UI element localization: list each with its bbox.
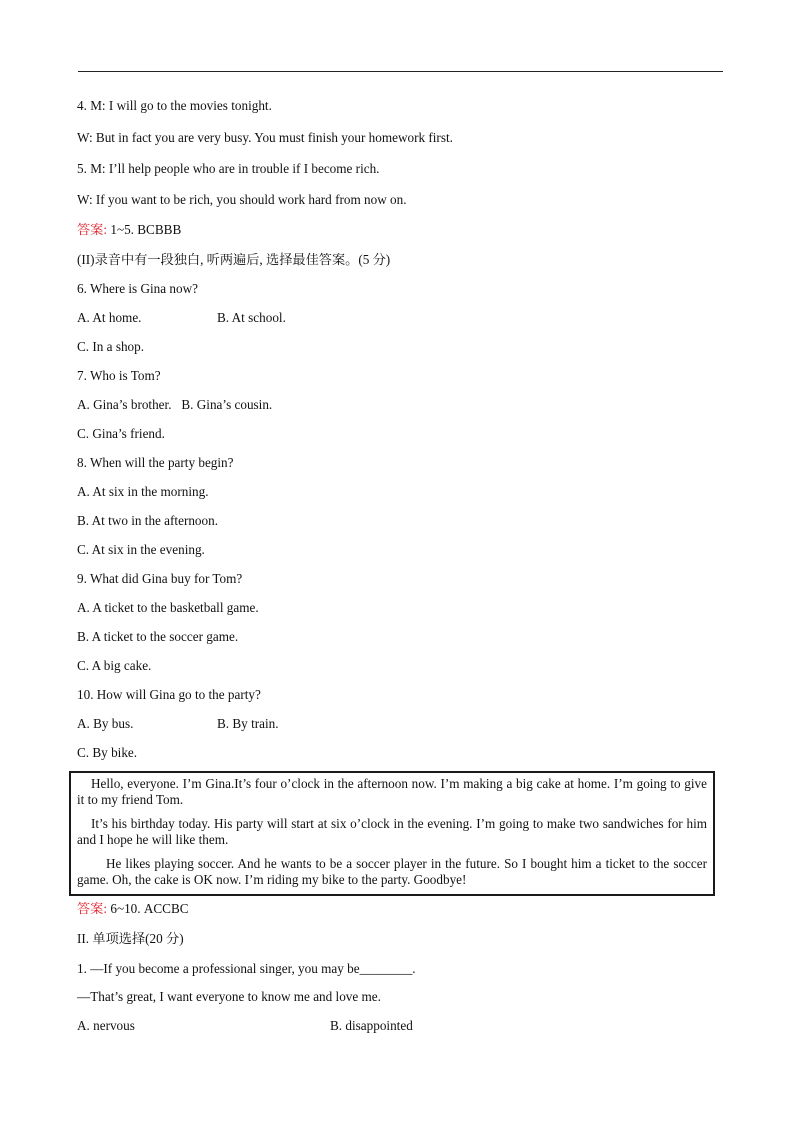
q8-option-a: A. At six in the morning. [77,484,209,499]
answer-label: 答案: [77,901,108,916]
q5-man-line: 5. M: I’ll help people who are in trouble if I become rich. [77,161,380,176]
q8-option-c: C. At six in the evening. [77,542,205,557]
q10-option-b: B. By train. [217,716,279,731]
q10-options-row [77,716,279,732]
q8-option-b: B. At two in the afternoon. [77,513,219,528]
answer-line-1 [77,222,181,238]
transcript-paragraph-3: He likes playing soccer. And he wants to be a soccer player in the future. So I bought him a ticket to the soccer game. Oh, the cake is OK now. I’m riding my bike to the party. Goodbye! [77,856,707,887]
s2-q1-option-b: B. disappointed [330,1018,413,1033]
q10-option-a: A. By bus. [77,716,134,731]
section-2-heading: II. 单项选择(20 分) [77,931,184,946]
q9-option-c: C. A big cake. [77,658,152,673]
q7-option-c: C. Gina’s friend. [77,426,165,441]
answer-text: 1~5. BCBBB [107,222,182,237]
question-6: 6. Where is Gina now? [77,281,198,296]
question-10: 10. How will Gina go to the party? [77,687,261,702]
q6-option-a: A. At home. [77,310,142,325]
s2-question-1: 1. —If you become a professional singer, you may be________. [77,961,416,976]
question-8: 8. When will the party begin? [77,455,234,470]
transcript-paragraph-2: It’s his birthday today. His party will start at six o’clock in the evening. I’m going to make two sandwiches for him and I hope he will like them. [77,816,707,847]
q9-option-b: B. A ticket to the soccer game. [77,629,239,644]
q10-option-c: C. By bike. [77,745,138,760]
q5-woman-line: W: If you want to be rich, you should work hard from now on. [77,192,407,207]
q6-option-c: C. In a shop. [77,339,145,354]
s2-question-1-reply: —That’s great, I want everyone to know me and love me. [77,989,381,1004]
q4-man-line: 4. M: I will go to the movies tonight. [77,98,272,113]
transcript-paragraph-1: Hello, everyone. I’m Gina.It’s four o’clock in the afternoon now. I’m making a big cake at home. I’m going to give it to my friend Tom. [77,776,707,807]
answer-label: 答案: [77,222,108,237]
s2-q1-option-a: A. nervous [77,1018,135,1033]
q4-woman-line: W: But in fact you are very busy. You must finish your homework first. [77,130,453,145]
s2-q1-options-row [77,1018,413,1034]
q6-options-row [77,310,286,326]
header-rule [78,71,723,72]
transcript-box [69,771,715,896]
q9-option-a: A. A ticket to the basketball game. [77,600,259,615]
q7-options-ab: A. Gina’s brother. B. Gina’s cousin. [77,397,273,412]
answer-text: 6~10. ACCBC [107,901,189,916]
question-9: 9. What did Gina buy for Tom? [77,571,243,586]
part2-heading: (II)录音中有一段独白, 听两遍后, 选择最佳答案。(5 分) [77,252,391,267]
q6-option-b: B. At school. [217,310,286,325]
question-7: 7. Who is Tom? [77,368,161,383]
answer-line-2 [77,901,189,917]
